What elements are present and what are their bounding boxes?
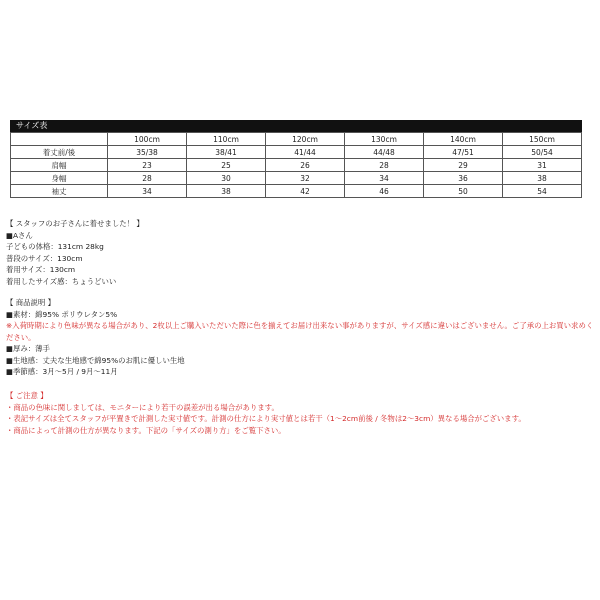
table-header-row: [11, 133, 582, 146]
size-table-section: [10, 120, 582, 198]
table-cell: 54: [503, 185, 582, 198]
table-header-cell: 110cm: [187, 133, 266, 146]
size-table-title: サイズ表: [10, 120, 582, 132]
table-row: [11, 159, 582, 172]
table-cell: 38: [503, 172, 582, 185]
table-cell: 38/41: [187, 146, 266, 159]
product-section: [6, 297, 596, 378]
table-cell: 26: [266, 159, 345, 172]
product-line: ■厚み：薄手: [6, 344, 50, 353]
table-row: [11, 185, 582, 198]
size-table: [10, 132, 582, 198]
table-cell: 23: [108, 159, 187, 172]
table-header-cell: 150cm: [503, 133, 582, 146]
staff-line: 普段のサイズ：130cm: [6, 253, 83, 263]
color-warning: ※入荷時期により色味が異なる場合があり、2枚以上ご購入いただいた際に色を揃えてお届け出来ない事がありますが、サイズ感に違いはございません。ご了承の上お買い求めください。: [6, 321, 594, 342]
row-label: 肩幅: [11, 159, 108, 172]
product-line: ■季節感：3月～5月 / 9月～11月: [6, 367, 118, 376]
table-cell: 44/48: [345, 146, 424, 159]
table-header-cell: [11, 133, 108, 146]
notice-section: [6, 390, 596, 436]
table-cell: 32: [266, 172, 345, 185]
notice-heading: 【 ご注意 】: [6, 391, 48, 400]
staff-line: 着用サイズ：130cm: [6, 265, 76, 274]
table-cell: 50: [424, 185, 503, 198]
staff-line: 着用したサイズ感：ちょうどいい: [6, 276, 117, 286]
table-cell: 50/54: [503, 146, 582, 159]
table-cell: 47/51: [424, 146, 503, 159]
material-line: ■素材：綿95% ポリウレタン5%: [6, 309, 118, 319]
table-cell: 28: [345, 159, 424, 172]
table-cell: 28: [108, 172, 187, 185]
table-cell: 38: [187, 185, 266, 198]
table-cell: 41/44: [266, 146, 345, 159]
table-cell: 34: [345, 172, 424, 185]
product-line: ■生地感：丈夫な生地感で綿95%のお肌に優しい生地: [6, 355, 185, 365]
table-cell: 34: [108, 185, 187, 198]
staff-line: 子どもの体格：131cm 28kg: [6, 242, 104, 251]
notice-line: ・商品の色味に関しましては、モニターにより若干の誤差が出る場合があります。: [6, 402, 279, 412]
table-cell: 46: [345, 185, 424, 198]
notice-line: ・商品によって計測の仕方が異なります。下記の「サイズの測り方」をご覧下さい。: [6, 425, 286, 435]
table-cell: 30: [187, 172, 266, 185]
table-cell: 25: [187, 159, 266, 172]
table-cell: 42: [266, 185, 345, 198]
staff-line: ■Aさん: [6, 230, 33, 240]
table-header-cell: 140cm: [424, 133, 503, 146]
staff-heading: 【 スタッフのお子さんに着せました！ 】: [6, 219, 144, 228]
staff-section: [6, 218, 596, 287]
product-heading: 【 商品説明 】: [6, 298, 56, 307]
table-row: [11, 146, 582, 159]
table-row: [11, 172, 582, 185]
table-header-cell: 100cm: [108, 133, 187, 146]
table-cell: 29: [424, 159, 503, 172]
table-cell: 31: [503, 159, 582, 172]
row-label: 袖丈: [11, 185, 108, 198]
table-cell: 36: [424, 172, 503, 185]
table-header-cell: 130cm: [345, 133, 424, 146]
table-cell: 35/38: [108, 146, 187, 159]
table-header-cell: 120cm: [266, 133, 345, 146]
row-label: 身幅: [11, 172, 108, 185]
row-label: 着丈前/後: [11, 146, 108, 159]
notice-line: ・表記サイズは全てスタッフが平置きで計測した実寸値です。計測の仕方により実寸値とは若干（1～2cm前後 / 冬物は2～3cm）異なる場合がございます。: [6, 414, 526, 423]
